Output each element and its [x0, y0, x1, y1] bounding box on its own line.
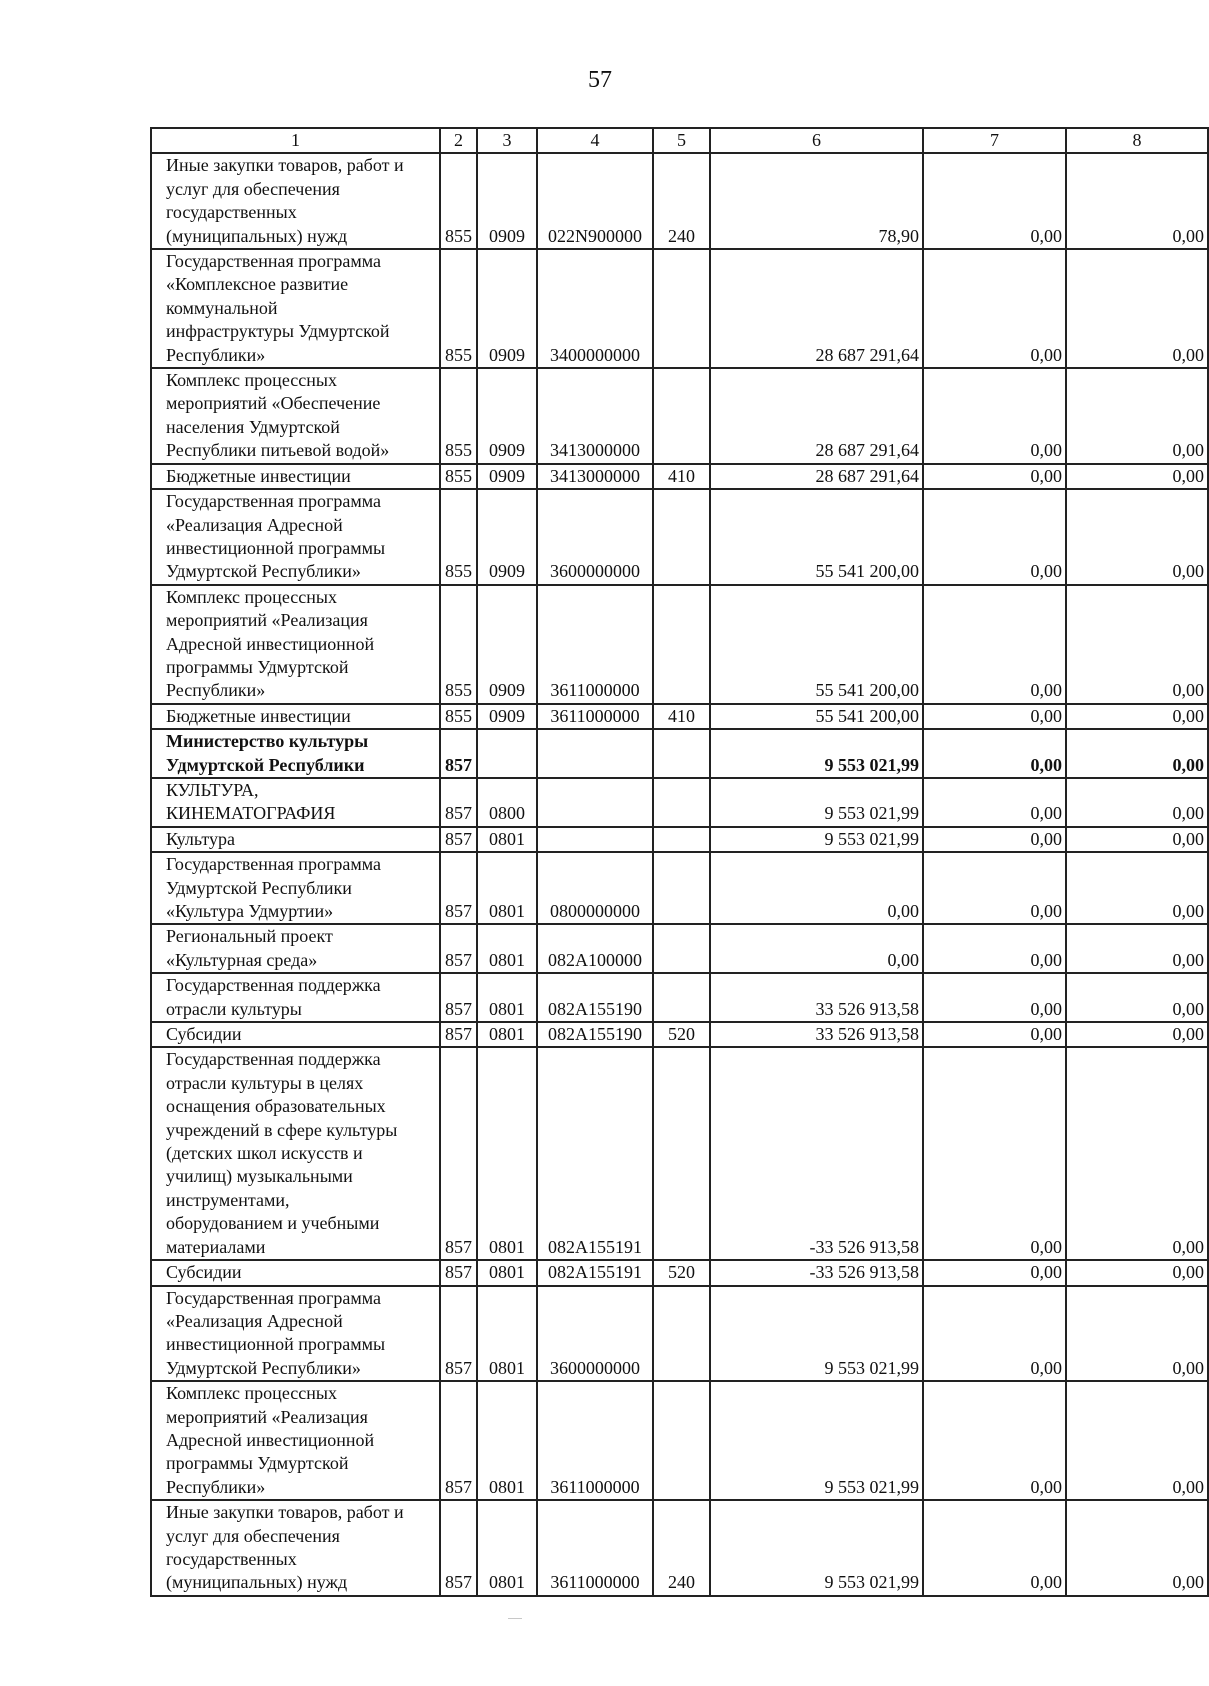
header-cell-5: 5	[653, 128, 710, 153]
cell-col8: 0,00	[1066, 1047, 1208, 1260]
cell-ministry-code: 857	[440, 852, 477, 924]
header-cell-3: 3	[477, 128, 537, 153]
cell-ministry-code: 855	[440, 249, 477, 368]
cell-name: Государственная программа «Реализация Адресной инвестиционной программы Удмуртской Республики»	[151, 489, 440, 585]
cell-name: КУЛЬТУРА, КИНЕМАТОГРАФИЯ	[151, 778, 440, 827]
cell-ministry-code: 855	[440, 368, 477, 464]
header-row	[151, 128, 1208, 153]
cell-col7: 0,00	[923, 489, 1066, 585]
cell-expense-type: 520	[653, 1260, 710, 1285]
cell-col8: 0,00	[1066, 973, 1208, 1022]
cell-section-code	[477, 729, 537, 778]
cell-name: Министерство культуры Удмуртской Республики	[151, 729, 440, 778]
cell-target-code: 3611000000	[537, 585, 653, 704]
cell-expense-type	[653, 489, 710, 585]
cell-ministry-code: 857	[440, 924, 477, 973]
cell-name: Государственная поддержка отрасли культуры в целях оснащения образовательных учреждений в сфере культуры (детских школ искусств и училищ) музыкальными инструментами, оборудованием и учебными материалами	[151, 1047, 440, 1260]
cell-expense-type	[653, 729, 710, 778]
cell-expense-type: 240	[653, 153, 710, 249]
cell-section-code: 0801	[477, 1022, 537, 1047]
cell-ministry-code: 855	[440, 464, 477, 489]
cell-amount: 9 553 021,99	[710, 827, 923, 852]
cell-col7: 0,00	[923, 1260, 1066, 1285]
cell-ministry-code: 857	[440, 1260, 477, 1285]
table-body	[151, 153, 1208, 1595]
cell-expense-type	[653, 249, 710, 368]
table-row	[151, 1260, 1208, 1285]
cell-col8: 0,00	[1066, 827, 1208, 852]
cell-amount: 9 553 021,99	[710, 1286, 923, 1382]
cell-amount: 28 687 291,64	[710, 249, 923, 368]
cell-col7: 0,00	[923, 368, 1066, 464]
cell-ministry-code: 857	[440, 973, 477, 1022]
cell-amount: 55 541 200,00	[710, 489, 923, 585]
cell-col7: 0,00	[923, 704, 1066, 729]
cell-col7: 0,00	[923, 153, 1066, 249]
cell-target-code: 082A155190	[537, 1022, 653, 1047]
header-cell-7: 7	[923, 128, 1066, 153]
cell-expense-type	[653, 585, 710, 704]
table-row	[151, 1022, 1208, 1047]
scan-mark	[508, 1618, 522, 1619]
cell-col7: 0,00	[923, 1286, 1066, 1382]
table-row	[151, 489, 1208, 585]
cell-ministry-code: 857	[440, 1500, 477, 1596]
cell-section-code: 0800	[477, 778, 537, 827]
cell-section-code: 0801	[477, 973, 537, 1022]
cell-target-code	[537, 778, 653, 827]
cell-section-code: 0801	[477, 1286, 537, 1382]
cell-ministry-code: 857	[440, 827, 477, 852]
cell-col8: 0,00	[1066, 585, 1208, 704]
cell-expense-type: 240	[653, 1500, 710, 1596]
table-row	[151, 704, 1208, 729]
cell-target-code: 3413000000	[537, 464, 653, 489]
cell-section-code: 0801	[477, 1260, 537, 1285]
cell-name: Субсидии	[151, 1260, 440, 1285]
header-cell-2: 2	[440, 128, 477, 153]
cell-col7: 0,00	[923, 924, 1066, 973]
cell-amount: 55 541 200,00	[710, 585, 923, 704]
cell-col8: 0,00	[1066, 153, 1208, 249]
cell-col7: 0,00	[923, 1381, 1066, 1500]
cell-section-code: 0801	[477, 1381, 537, 1500]
cell-name: Иные закупки товаров, работ и услуг для обеспечения государственных (муниципальных) нужд	[151, 153, 440, 249]
cell-amount: 33 526 913,58	[710, 973, 923, 1022]
cell-target-code: 3413000000	[537, 368, 653, 464]
cell-amount: -33 526 913,58	[710, 1047, 923, 1260]
table-row	[151, 1500, 1208, 1596]
cell-col7: 0,00	[923, 827, 1066, 852]
cell-name: Государственная программа Удмуртской Республики «Культура Удмуртии»	[151, 852, 440, 924]
cell-target-code: 0800000000	[537, 852, 653, 924]
cell-col7: 0,00	[923, 1047, 1066, 1260]
cell-name: Бюджетные инвестиции	[151, 704, 440, 729]
page-number: 57	[588, 67, 612, 93]
cell-target-code: 3611000000	[537, 1381, 653, 1500]
cell-section-code: 0801	[477, 1047, 537, 1260]
cell-ministry-code: 855	[440, 704, 477, 729]
cell-target-code: 3611000000	[537, 704, 653, 729]
cell-section-code: 0909	[477, 585, 537, 704]
cell-target-code: 3600000000	[537, 489, 653, 585]
cell-amount: 78,90	[710, 153, 923, 249]
cell-section-code: 0909	[477, 489, 537, 585]
cell-col8: 0,00	[1066, 1022, 1208, 1047]
cell-ministry-code: 855	[440, 585, 477, 704]
cell-target-code: 3600000000	[537, 1286, 653, 1382]
cell-col8: 0,00	[1066, 1381, 1208, 1500]
cell-name: Иные закупки товаров, работ и услуг для обеспечения государственных (муниципальных) нужд	[151, 1500, 440, 1596]
cell-amount: -33 526 913,58	[710, 1260, 923, 1285]
cell-section-code: 0801	[477, 1500, 537, 1596]
cell-col8: 0,00	[1066, 852, 1208, 924]
cell-col8: 0,00	[1066, 464, 1208, 489]
cell-section-code: 0909	[477, 249, 537, 368]
cell-name: Культура	[151, 827, 440, 852]
cell-ministry-code: 857	[440, 778, 477, 827]
cell-target-code	[537, 729, 653, 778]
cell-col8: 0,00	[1066, 489, 1208, 585]
cell-section-code: 0909	[477, 704, 537, 729]
cell-expense-type: 520	[653, 1022, 710, 1047]
cell-col8: 0,00	[1066, 1500, 1208, 1596]
cell-col8: 0,00	[1066, 1286, 1208, 1382]
budget-table	[150, 127, 1209, 1597]
cell-col7: 0,00	[923, 464, 1066, 489]
cell-col8: 0,00	[1066, 778, 1208, 827]
table-row	[151, 585, 1208, 704]
cell-col7: 0,00	[923, 852, 1066, 924]
cell-name: Комплекс процессных мероприятий «Реализация Адресной инвестиционной программы Удмуртской Республики»	[151, 585, 440, 704]
cell-target-code: 082A100000	[537, 924, 653, 973]
cell-amount: 9 553 021,99	[710, 729, 923, 778]
header-cell-6: 6	[710, 128, 923, 153]
cell-amount: 28 687 291,64	[710, 464, 923, 489]
cell-target-code: 022N900000	[537, 153, 653, 249]
cell-ministry-code: 855	[440, 153, 477, 249]
table-row	[151, 368, 1208, 464]
cell-section-code: 0801	[477, 924, 537, 973]
table-row	[151, 153, 1208, 249]
cell-expense-type	[653, 973, 710, 1022]
table-row	[151, 249, 1208, 368]
cell-name: Комплекс процессных мероприятий «Реализация Адресной инвестиционной программы Удмуртской Республики»	[151, 1381, 440, 1500]
cell-amount: 55 541 200,00	[710, 704, 923, 729]
table-row	[151, 464, 1208, 489]
cell-ministry-code: 857	[440, 729, 477, 778]
cell-target-code: 3400000000	[537, 249, 653, 368]
table-row	[151, 973, 1208, 1022]
cell-col7: 0,00	[923, 778, 1066, 827]
table-row	[151, 827, 1208, 852]
cell-name: Комплекс процессных мероприятий «Обеспечение населения Удмуртской Республики питьевой водой»	[151, 368, 440, 464]
cell-amount: 0,00	[710, 852, 923, 924]
table-row	[151, 1286, 1208, 1382]
cell-col7: 0,00	[923, 249, 1066, 368]
cell-col7: 0,00	[923, 1500, 1066, 1596]
cell-col7: 0,00	[923, 973, 1066, 1022]
cell-amount: 0,00	[710, 924, 923, 973]
cell-expense-type	[653, 1381, 710, 1500]
cell-col8: 0,00	[1066, 729, 1208, 778]
cell-col8: 0,00	[1066, 368, 1208, 464]
cell-name: Бюджетные инвестиции	[151, 464, 440, 489]
table-row	[151, 852, 1208, 924]
header-cell-4: 4	[537, 128, 653, 153]
cell-ministry-code: 857	[440, 1047, 477, 1260]
cell-col7: 0,00	[923, 729, 1066, 778]
cell-section-code: 0909	[477, 153, 537, 249]
cell-name: Государственная программа «Реализация Адресной инвестиционной программы Удмуртской Республики»	[151, 1286, 440, 1382]
cell-target-code	[537, 827, 653, 852]
table-row	[151, 1381, 1208, 1500]
cell-amount: 33 526 913,58	[710, 1022, 923, 1047]
table-row	[151, 924, 1208, 973]
header-cell-1: 1	[151, 128, 440, 153]
cell-section-code: 0909	[477, 368, 537, 464]
cell-col7: 0,00	[923, 585, 1066, 704]
cell-amount: 28 687 291,64	[710, 368, 923, 464]
cell-expense-type	[653, 778, 710, 827]
cell-expense-type	[653, 924, 710, 973]
cell-ministry-code: 855	[440, 489, 477, 585]
cell-target-code: 082A155190	[537, 973, 653, 1022]
cell-amount: 9 553 021,99	[710, 778, 923, 827]
cell-ministry-code: 857	[440, 1381, 477, 1500]
cell-target-code: 082A155191	[537, 1260, 653, 1285]
cell-col8: 0,00	[1066, 1260, 1208, 1285]
cell-name: Государственная поддержка отрасли культуры	[151, 973, 440, 1022]
cell-expense-type	[653, 368, 710, 464]
cell-expense-type	[653, 1286, 710, 1382]
cell-col8: 0,00	[1066, 704, 1208, 729]
table-row	[151, 778, 1208, 827]
cell-name: Государственная программа «Комплексное развитие коммунальной инфраструктуры Удмуртской Республики»	[151, 249, 440, 368]
cell-target-code: 082A155191	[537, 1047, 653, 1260]
table-row	[151, 1047, 1208, 1260]
cell-name: Субсидии	[151, 1022, 440, 1047]
cell-expense-type	[653, 852, 710, 924]
header-cell-8: 8	[1066, 128, 1208, 153]
cell-section-code: 0801	[477, 827, 537, 852]
cell-ministry-code: 857	[440, 1286, 477, 1382]
cell-expense-type	[653, 827, 710, 852]
cell-col8: 0,00	[1066, 924, 1208, 973]
cell-col7: 0,00	[923, 1022, 1066, 1047]
cell-amount: 9 553 021,99	[710, 1381, 923, 1500]
cell-name: Региональный проект «Культурная среда»	[151, 924, 440, 973]
cell-amount: 9 553 021,99	[710, 1500, 923, 1596]
cell-section-code: 0801	[477, 852, 537, 924]
cell-expense-type	[653, 1047, 710, 1260]
cell-section-code: 0909	[477, 464, 537, 489]
cell-expense-type: 410	[653, 704, 710, 729]
cell-ministry-code: 857	[440, 1022, 477, 1047]
table-row	[151, 729, 1208, 778]
cell-col8: 0,00	[1066, 249, 1208, 368]
cell-expense-type: 410	[653, 464, 710, 489]
cell-target-code: 3611000000	[537, 1500, 653, 1596]
